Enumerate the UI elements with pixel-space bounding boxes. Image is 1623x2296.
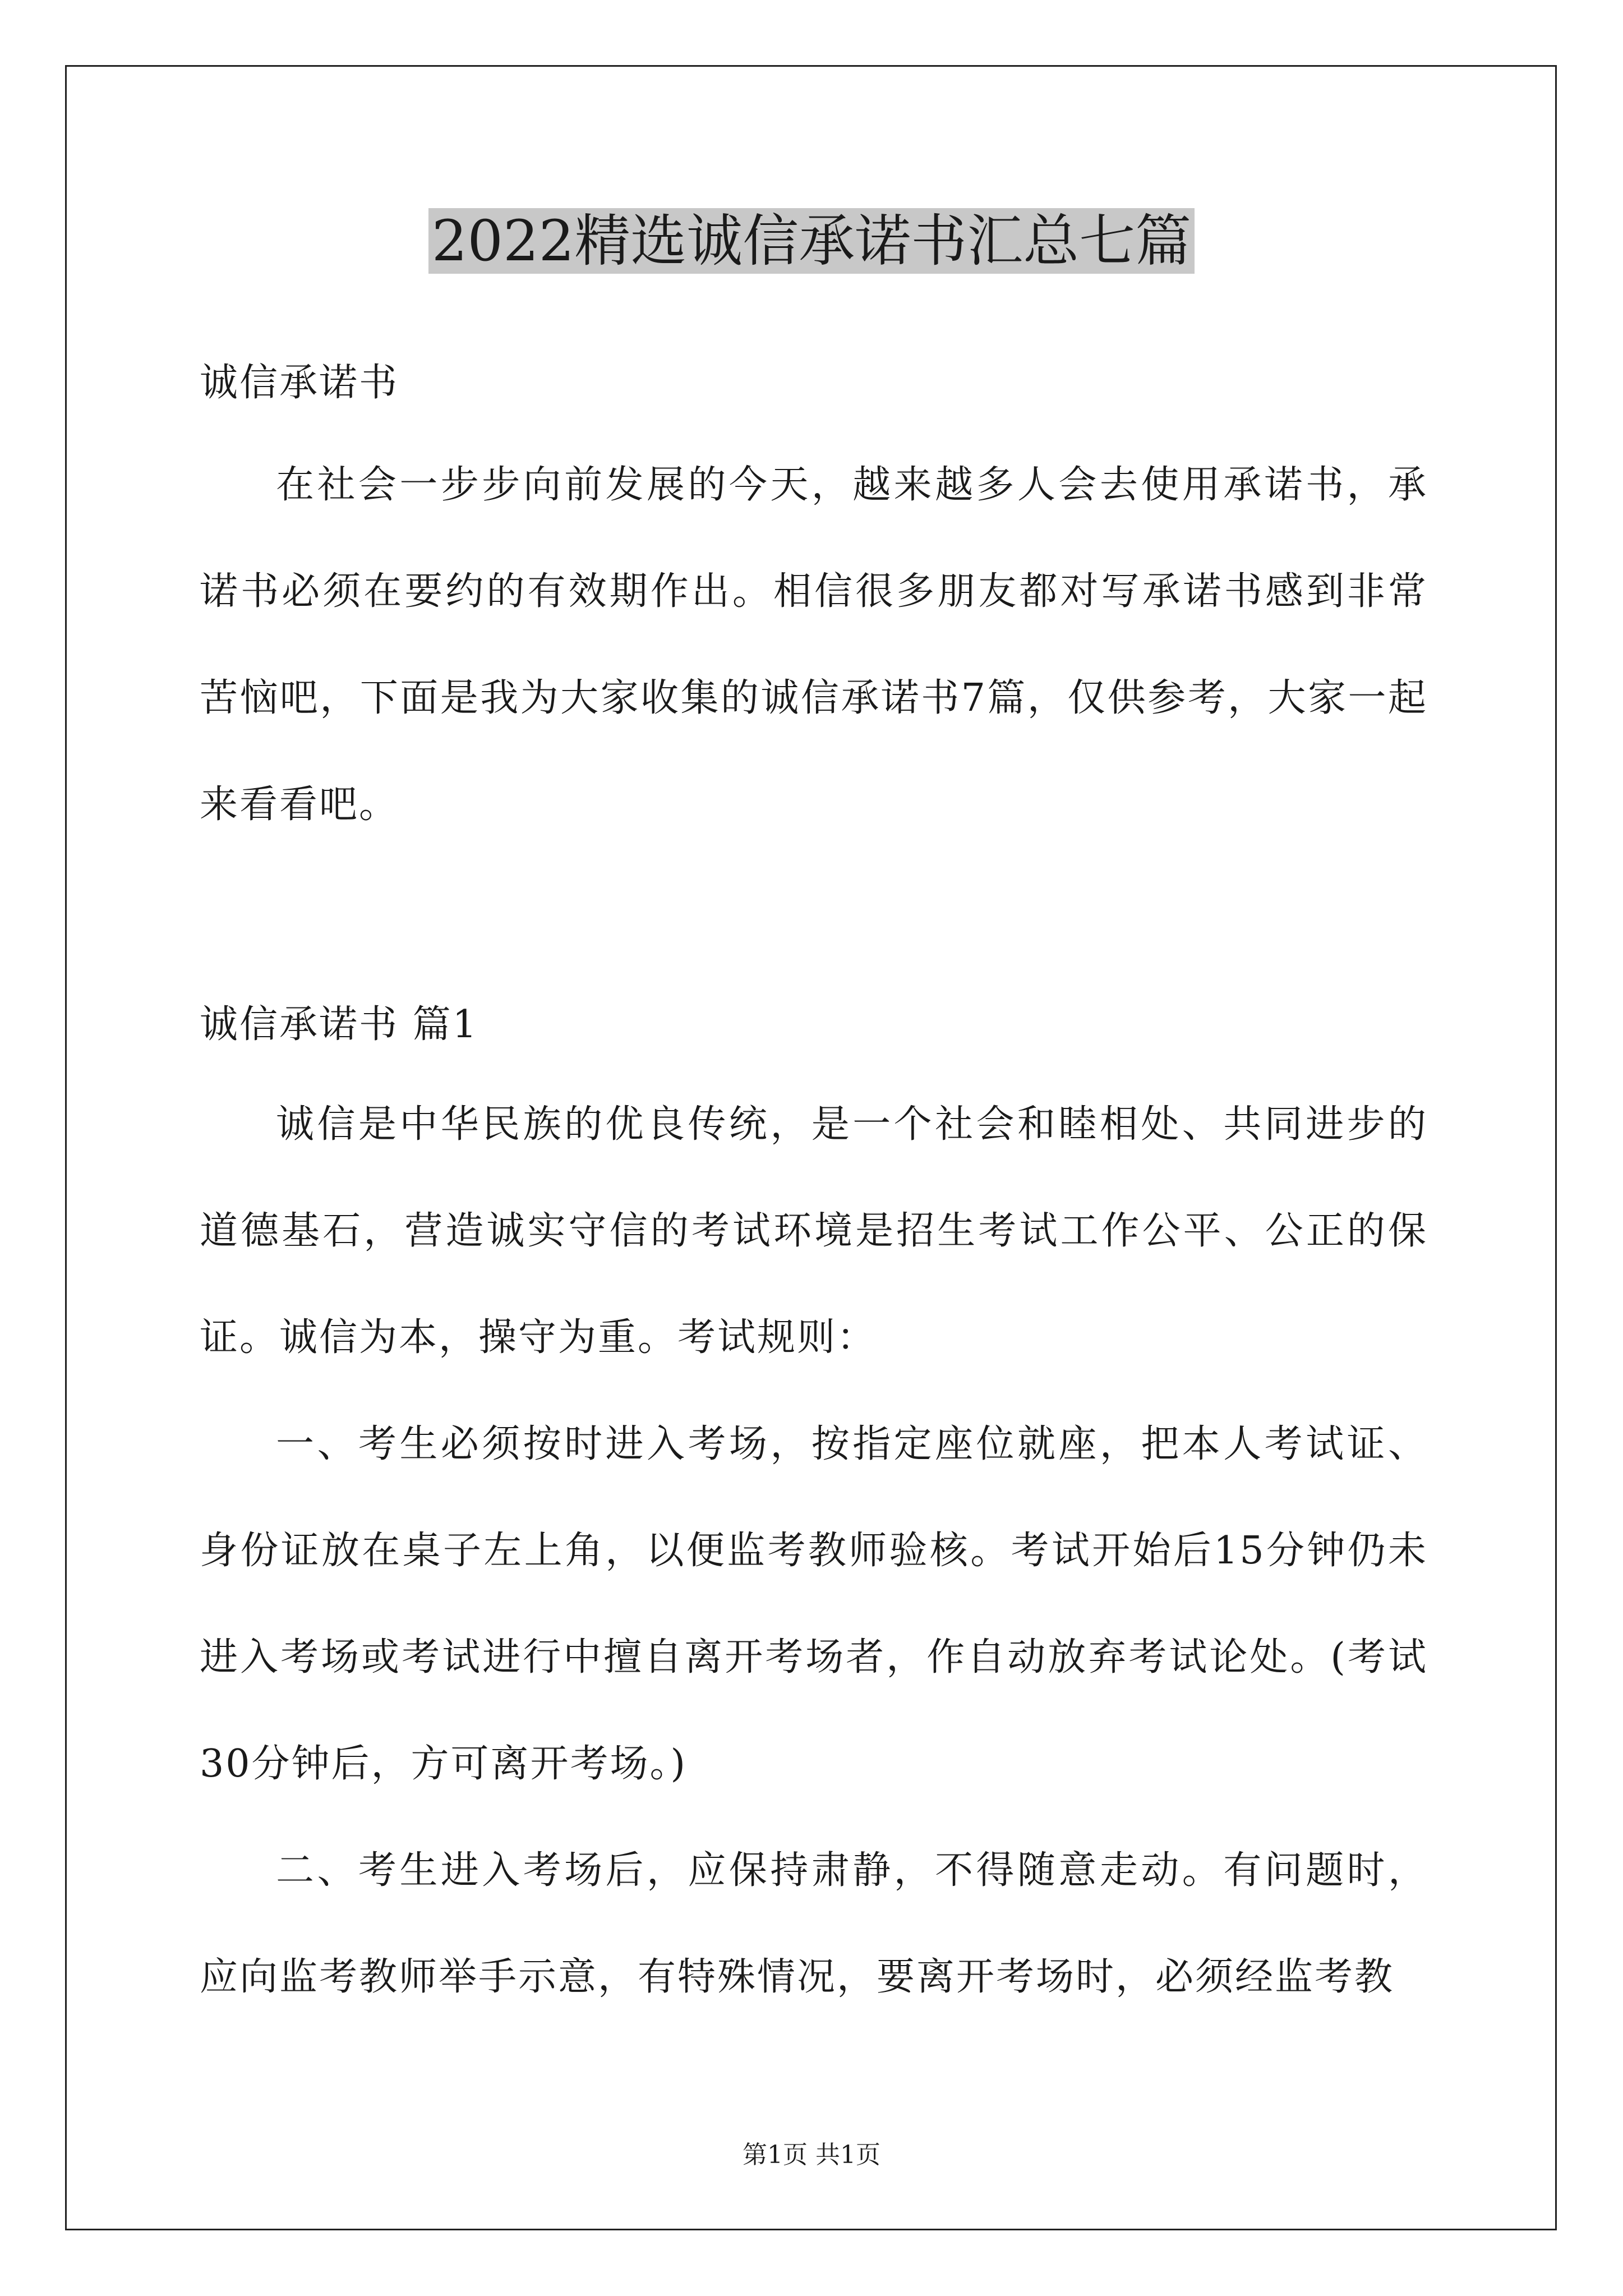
document-title xyxy=(0,202,1623,280)
part1-paragraph-3: 二、考生进入考场后，应保持肃静，不得随意走动。有问题时，应向监考教师举手示意，有特殊情况，要离开考场时，必须经监考教 xyxy=(200,1848,1428,1999)
section-heading: 诚信承诺书 xyxy=(200,361,399,405)
part1-paragraph-2: 一、考生必须按时进入考场，按指定座位就座，把本人考试证、身份证放在桌子左上角，以便监考教师验核。考试开始后15分钟仍未进入考场或考试进行中擅自离开考场者，作自动放弃考试论处。(考试30分钟后，方可离开考场。) xyxy=(200,1422,1428,1786)
intro-paragraph: 在社会一步步向前发展的今天，越来越多人会去使用承诺书，承诺书必须在要约的有效期作出。相信很多朋友都对写承诺书感到非常苦恼吧，下面是我为大家收集的诚信承诺书7篇，仅供参考，大家一起来看看吧。 xyxy=(200,463,1428,827)
part1-paragraph-1: 诚信是中华民族的优良传统，是一个社会和睦相处、共同进步的道德基石，营造诚实守信的考试环境是招生考试工作公平、公正的保证。诚信为本，操守为重。考试规则： xyxy=(200,1102,1428,1360)
part1-heading: 诚信承诺书 篇1 xyxy=(200,1002,478,1047)
page-footer: 第1页 共1页 xyxy=(743,2141,880,2169)
title-text: 2022精选诚信承诺书汇总七篇 xyxy=(428,208,1195,274)
